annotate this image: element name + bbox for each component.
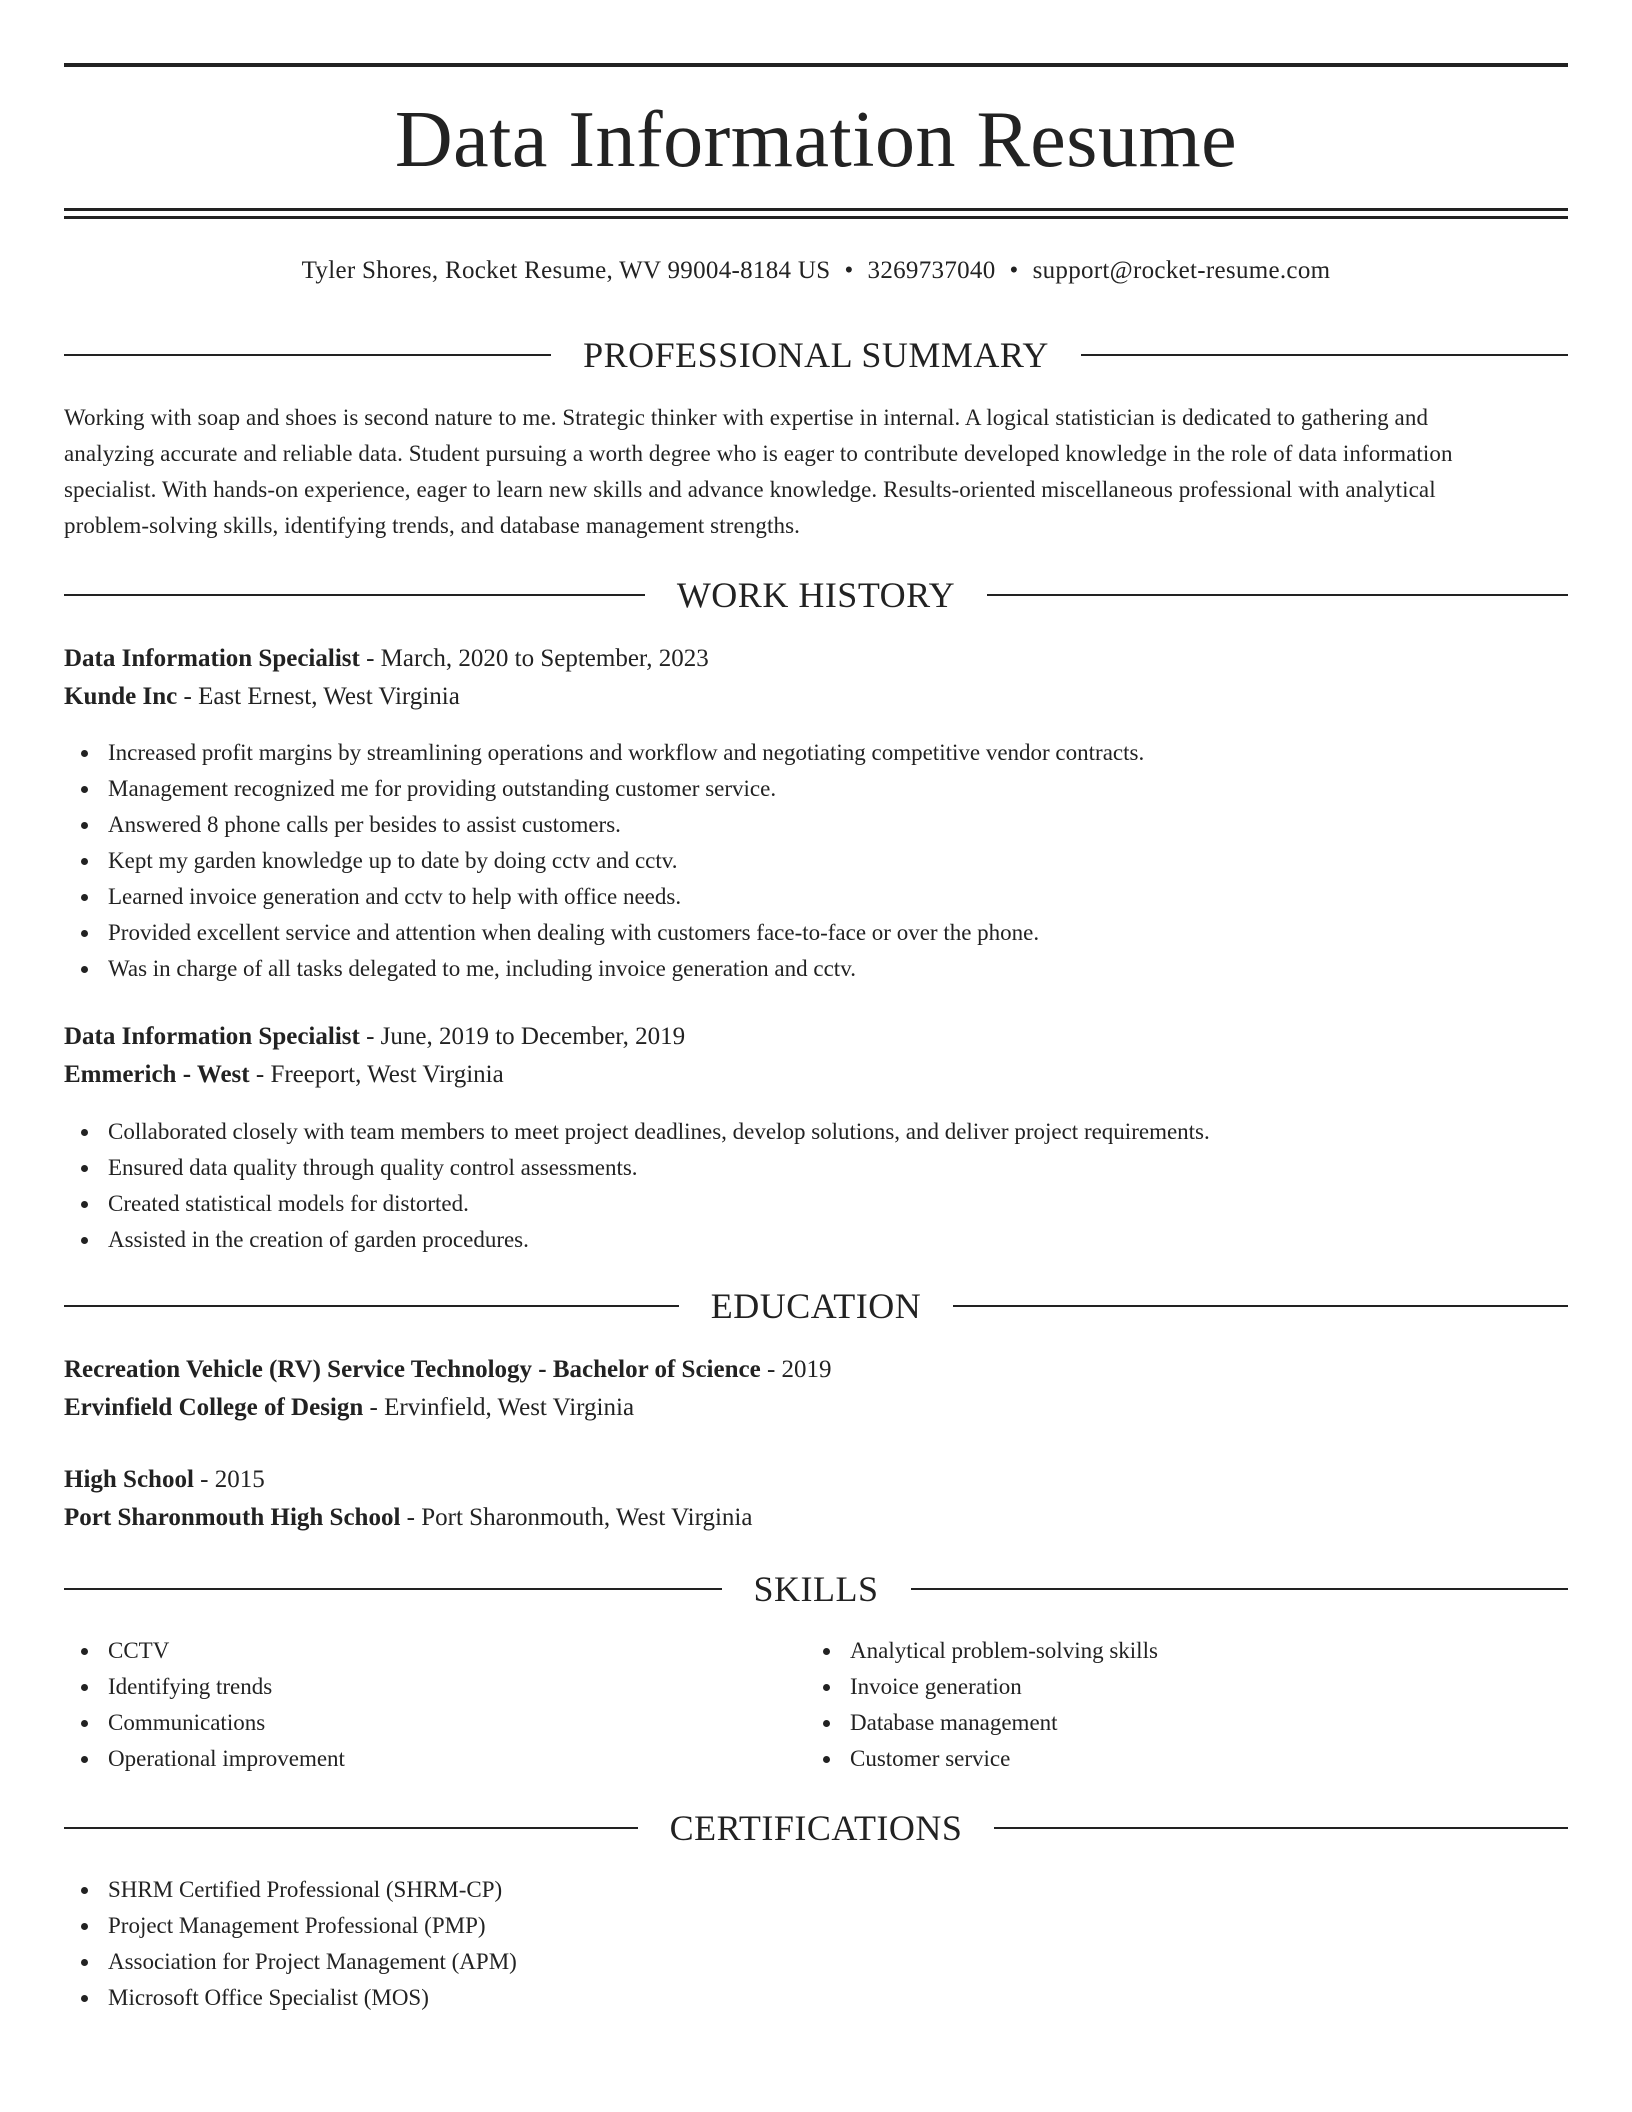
dash: - — [400, 1504, 422, 1531]
job-location: Freeport, West Virginia — [270, 1061, 504, 1088]
education-school-line — [64, 1501, 1568, 1535]
contact-phone: 3269737040 — [867, 257, 996, 284]
skills-list-right — [806, 1633, 1158, 1777]
job-location: East Ernest, West Virginia — [198, 683, 460, 710]
job-company: Emmerich - West — [64, 1061, 250, 1088]
list-item: Management recognized me for providing outstanding customer service. — [64, 771, 1144, 807]
heading-rule-right — [911, 1588, 1569, 1590]
contact-line — [64, 254, 1568, 288]
education-school: Ervinfield College of Design — [64, 1394, 364, 1421]
job-company-line — [64, 680, 1568, 714]
education-degree-line — [64, 1463, 1568, 1497]
education-degree-line — [64, 1353, 1568, 1387]
education-degree: High School — [64, 1466, 194, 1493]
education-year: 2015 — [214, 1466, 265, 1493]
education-school: Port Sharonmouth High School — [64, 1504, 401, 1531]
list-item: CCTV — [64, 1633, 345, 1669]
list-item: Customer service — [806, 1741, 1158, 1777]
skills-list-left — [64, 1633, 345, 1777]
list-item: Database management — [806, 1705, 1158, 1741]
certifications-heading — [64, 1806, 1568, 1850]
list-item: Provided excellent service and attention when dealing with customers face-to-face or over the phone. — [64, 915, 1144, 951]
list-item: Created statistical models for distorted. — [64, 1186, 1210, 1222]
dash: - — [760, 1356, 782, 1383]
summary-heading — [64, 333, 1568, 377]
heading-rule-left — [64, 354, 551, 356]
work-heading — [64, 573, 1568, 617]
heading-rule-right — [987, 594, 1568, 596]
list-item: SHRM Certified Professional (SHRM-CP) — [64, 1872, 517, 1908]
dash: - — [363, 1394, 385, 1421]
heading-rule-left — [64, 1588, 722, 1590]
list-item: Was in charge of all tasks delegated to me, including invoice generation and cctv. — [64, 951, 1144, 987]
job-dates: June, 2019 to December, 2019 — [380, 1023, 686, 1050]
list-item: Collaborated closely with team members to meet project deadlines, develop solutions, and deliver project requirements. — [64, 1114, 1210, 1150]
list-item: Operational improvement — [64, 1741, 345, 1777]
summary-line: specialist. With hands-on experience, eager to learn new skills and advance knowledge. Results-oriented miscellaneous professional with analytical — [64, 477, 1436, 502]
job-title: Data Information Specialist — [64, 645, 360, 672]
heading-rule-right — [994, 1827, 1568, 1829]
contact-address: Tyler Shores, Rocket Resume, WV 99004-8184 US — [301, 257, 831, 284]
education-heading-label: EDUCATION — [710, 1286, 922, 1326]
heading-rule-right — [1081, 354, 1568, 356]
list-item: Ensured data quality through quality control assessments. — [64, 1150, 1210, 1186]
heading-rule-left — [64, 1305, 679, 1307]
list-item: Increased profit margins by streamlining operations and workflow and negotiating competitive vendor contracts. — [64, 735, 1144, 771]
job-dates: March, 2020 to September, 2023 — [380, 645, 709, 672]
education-heading — [64, 1284, 1568, 1328]
education-school-line — [64, 1391, 1568, 1425]
list-item: Learned invoice generation and cctv to help with office needs. — [64, 879, 1144, 915]
education-location: Port Sharonmouth, West Virginia — [421, 1504, 753, 1531]
dash: - — [249, 1061, 271, 1088]
title-rule-upper — [64, 208, 1568, 211]
resume-title: Data Information Resume — [394, 96, 1238, 184]
list-item: Analytical problem-solving skills — [806, 1633, 1158, 1669]
top-rule — [64, 63, 1568, 67]
dash: - — [193, 1466, 215, 1493]
list-item: Answered 8 phone calls per besides to assist customers. — [64, 807, 1144, 843]
education-location: Ervinfield, West Virginia — [384, 1394, 635, 1421]
job-company: Kunde Inc — [64, 683, 178, 710]
job-bullets — [64, 735, 1144, 987]
summary-line: analyzing accurate and reliable data. Student pursuing a worth degree who is eager to contribute developed knowledge in the role of data information — [64, 441, 1453, 466]
title-rule-lower — [64, 216, 1568, 219]
dash: - — [177, 683, 199, 710]
list-item: Identifying trends — [64, 1669, 345, 1705]
job-company-line — [64, 1058, 1568, 1092]
list-item: Kept my garden knowledge up to date by doing cctv and cctv. — [64, 843, 1144, 879]
education-degree: Recreation Vehicle (RV) Service Technology - Bachelor of Science — [64, 1356, 761, 1383]
summary-line: problem-solving skills, identifying trends, and database management strengths. — [64, 513, 800, 538]
list-item: Invoice generation — [806, 1669, 1158, 1705]
summary-text — [64, 400, 1568, 544]
certifications-list — [64, 1872, 517, 2016]
skills-heading — [64, 1567, 1568, 1611]
job-title: Data Information Specialist — [64, 1023, 360, 1050]
heading-rule-right — [953, 1305, 1568, 1307]
list-item: Project Management Professional (PMP) — [64, 1908, 517, 1944]
certifications-heading-label: CERTIFICATIONS — [669, 1808, 963, 1848]
heading-rule-left — [64, 1827, 638, 1829]
list-item: Microsoft Office Specialist (MOS) — [64, 1980, 517, 2016]
contact-email: support@rocket-resume.com — [1032, 257, 1331, 284]
contact-separator: • — [1009, 257, 1019, 284]
skills-heading-label: SKILLS — [753, 1569, 879, 1609]
list-item: Assisted in the creation of garden procedures. — [64, 1222, 1210, 1258]
education-year: 2019 — [781, 1356, 832, 1383]
contact-separator: • — [844, 257, 854, 284]
list-item: Association for Project Management (APM) — [64, 1944, 517, 1980]
dash: - — [359, 1023, 381, 1050]
work-heading-label: WORK HISTORY — [676, 575, 956, 615]
job-bullets — [64, 1114, 1210, 1258]
job-title-line — [64, 642, 1568, 676]
dash: - — [359, 645, 381, 672]
list-item: Communications — [64, 1705, 345, 1741]
summary-heading-label: PROFESSIONAL SUMMARY — [583, 335, 1049, 375]
job-title-line — [64, 1020, 1568, 1054]
heading-rule-left — [64, 594, 645, 596]
summary-line: Working with soap and shoes is second nature to me. Strategic thinker with expertise in internal. A logical statistician is dedicated to gathering and — [64, 405, 1429, 430]
